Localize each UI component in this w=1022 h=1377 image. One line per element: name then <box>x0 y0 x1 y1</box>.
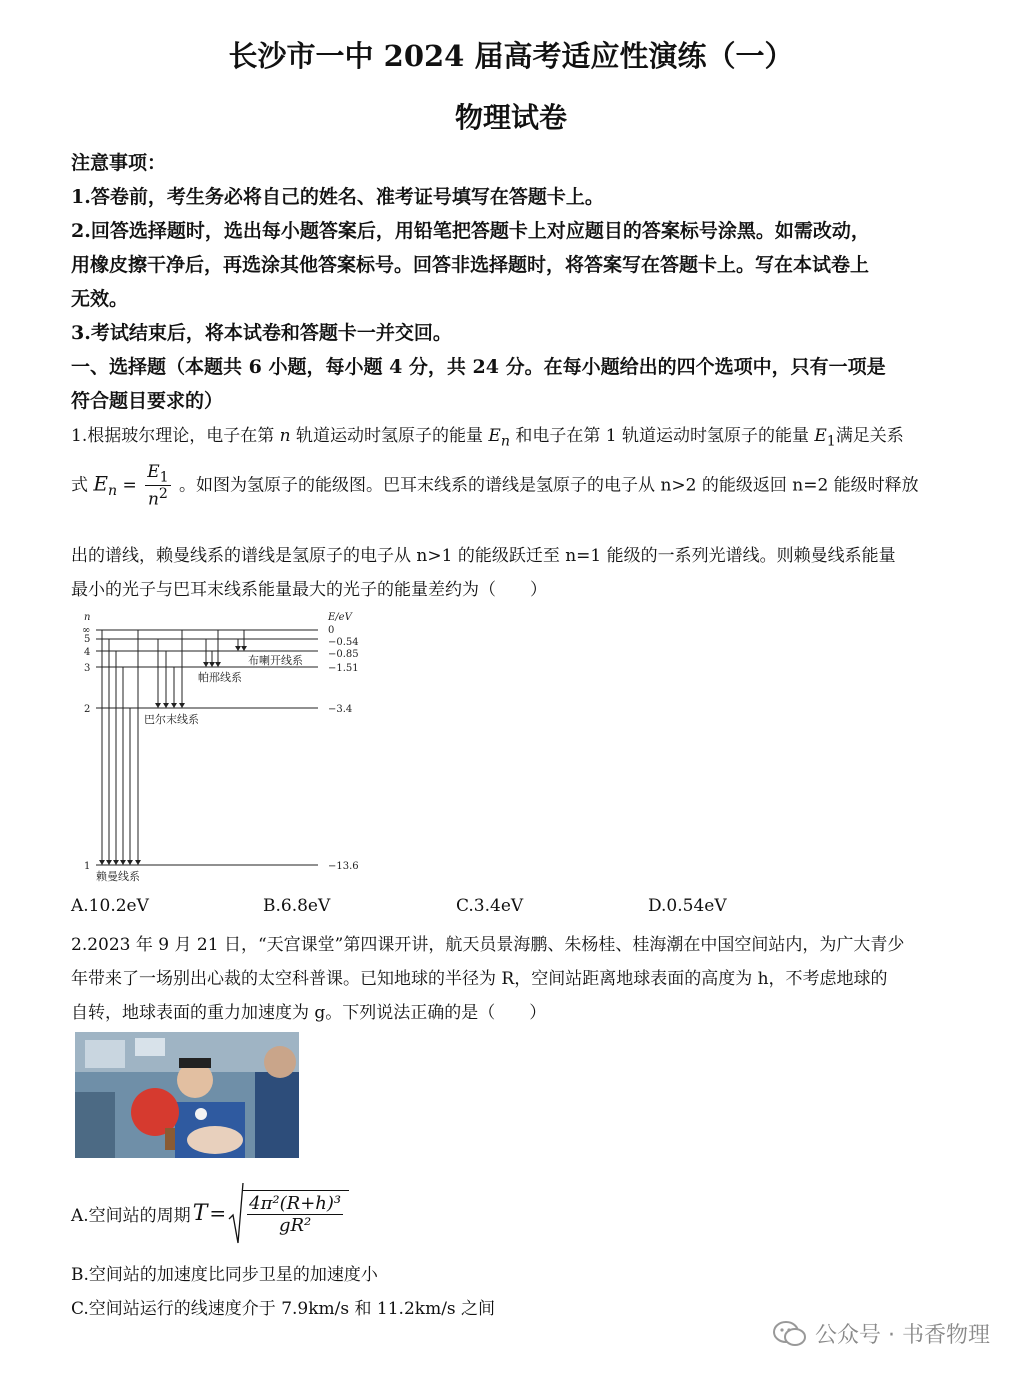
q2-option-c: C.空间站运行的线速度介于 7.9km/s 和 11.2km/s 之间 <box>71 1299 496 1319</box>
q1-option-c: C.3.4eV <box>456 896 524 916</box>
wechat-icon <box>773 1320 807 1348</box>
q1-line-2: 式 $E_n$ = $\frac{E_1}{n^2}$ 。如图为氢原子的能级图。巴耳末线系的谱线是氢原子的电子从 n>2 的能级返回 n=2 能级时释放 <box>71 462 919 511</box>
level-e-5: −0.54 <box>328 637 359 648</box>
q1-option-a: A.10.2eV <box>71 896 149 916</box>
q2-line-2: 年带来了一场别出心裁的太空科普课。已知地球的半径为 R，空间站距离地球表面的高度为 h，不考虑地球的 <box>71 969 888 989</box>
level-e-4: −0.85 <box>328 649 359 660</box>
exam-title: 长沙市一中 2024 届高考适应性演练（一） <box>228 39 794 73</box>
sqrt-sign-icon <box>228 1181 244 1245</box>
q2-option-a: A.空间站的周期 T = $\frac{\text{4π²(R+h)³}}{\text{gR²}}$ <box>71 1178 352 1248</box>
q1-line-1: 1.根据玻尔理论，电子在第 n 轨道运动时氢原子的能量 $E_n$ 和电子在第 1 轨道运动时氢原子的能量 $E_1$满足关系 <box>71 426 904 450</box>
notice-item-2-line-3: 无效。 <box>71 288 129 310</box>
energy-axis-label: E/eV <box>328 612 352 623</box>
q2-option-b: B.空间站的加速度比同步卫星的加速度小 <box>71 1265 378 1285</box>
notice-item-2-line-1: 2.回答选择题时，选出每小题答案后，用铅笔把答题卡上对应题目的答案标号涂黑。如需改动， <box>71 220 870 242</box>
q2-line-1: 2.2023 年 9 月 21 日，“天宫课堂”第四课开讲，航天员景海鹏、朱杨桂、桂海潮在中国空间站内，为广大青少 <box>71 935 905 955</box>
brackett-series-label: 布喇开线系 <box>248 654 303 667</box>
lyman-series-label: 赖曼线系 <box>96 870 140 883</box>
level-n-3: 3 <box>84 663 91 674</box>
level-n-2: 2 <box>84 704 91 715</box>
level-e-inf: 0 <box>328 625 335 636</box>
watermark-text: 公众号 · 书香物理 <box>815 1323 990 1348</box>
q1-line-4: 最小的光子与巴耳末线系能量最大的光子的能量差约为（ ） <box>71 580 547 600</box>
balmer-series-label: 巴尔末线系 <box>144 713 199 726</box>
level-n-5: 5 <box>84 634 91 645</box>
notice-item-1: 1.答卷前，考生务必将自己的姓名、准考证号填写在答题卡上。 <box>71 186 604 208</box>
section-heading-line-1: 一、选择题（本题共 6 小题，每小题 4 分，共 24 分。在每小题给出的四个选项中，只有一项是 <box>71 356 886 378</box>
notice-item-2-line-2: 用橡皮擦干净后，再选涂其他答案标号。回答非选择题时，将答案写在答题卡上。写在本试卷上 <box>71 254 870 276</box>
exam-subtitle: 物理试卷 <box>454 101 567 134</box>
hydrogen-energy-level-diagram <box>78 608 378 888</box>
section-heading-line-2: 符合题目要求的） <box>71 390 224 412</box>
notice-heading: 注意事项： <box>71 152 167 174</box>
paschen-series-label: 帕邢线系 <box>198 671 242 684</box>
level-e-3: −1.51 <box>328 663 359 674</box>
q1-option-b: B.6.8eV <box>263 896 331 916</box>
period-formula-fraction: $\frac{\text{4π²(R+h)³}}{\text{gR²}}$ <box>243 1190 349 1236</box>
space-station-photo <box>75 1032 299 1158</box>
level-n-4: 4 <box>84 647 91 658</box>
q1-option-d: D.0.54eV <box>648 896 727 916</box>
level-e-1: −13.6 <box>328 861 359 872</box>
level-e-2: −3.4 <box>328 704 353 715</box>
level-n-1: 1 <box>84 861 91 872</box>
q1-line-3: 出的谱线，赖曼线系的谱线是氢原子的电子从 n>1 的能级跃迁至 n=1 能级的一系列光谱线。则赖曼线系能量 <box>71 546 896 566</box>
energy-formula-fraction: $\frac{E_1}{n^2}$ <box>147 462 169 511</box>
notice-item-3: 3.考试结束后，将本试卷和答题卡一并交回。 <box>71 322 452 344</box>
q2-line-3: 自转，地球表面的重力加速度为 g。下列说法正确的是（ ） <box>71 1003 547 1023</box>
n-axis-label: n <box>84 612 91 623</box>
level-n-inf: ∞ <box>82 625 91 636</box>
watermark <box>773 1318 990 1349</box>
